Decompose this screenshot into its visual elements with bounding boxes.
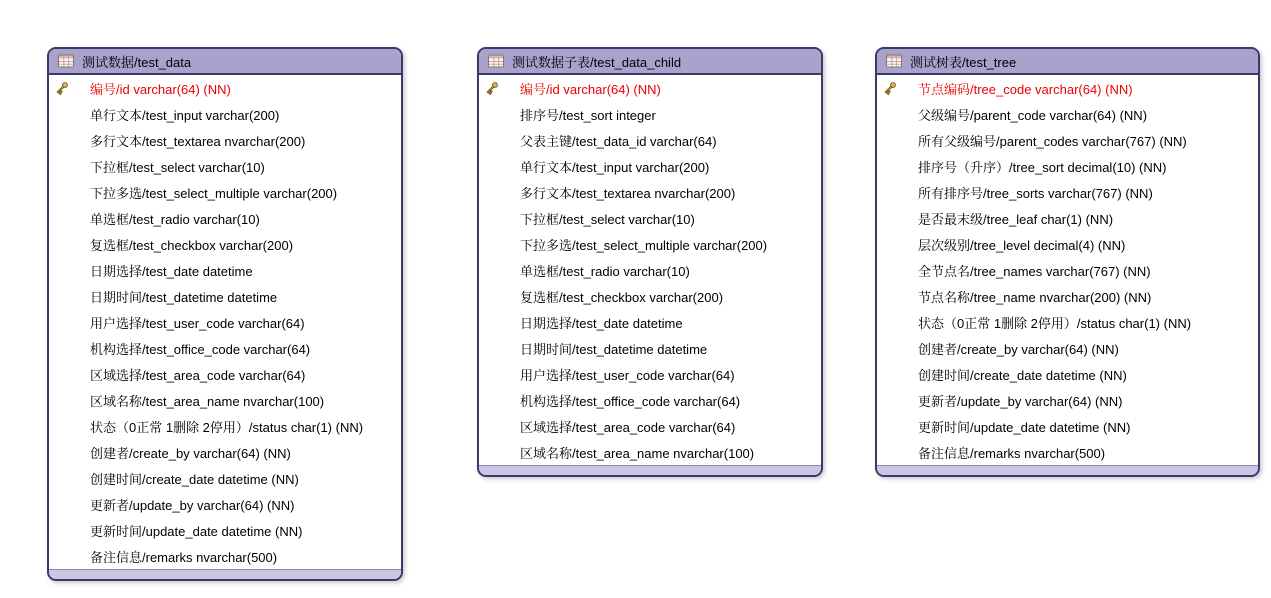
field-text: 区域选择/test_area_code varchar(64) <box>520 419 736 435</box>
field-text: 备注信息/remarks nvarchar(500) <box>90 549 278 565</box>
field-row[interactable] <box>877 153 1258 179</box>
key-icon <box>53 80 90 97</box>
key-icon <box>881 80 918 97</box>
field-row[interactable] <box>877 127 1258 153</box>
field-row[interactable] <box>479 335 821 361</box>
field-row[interactable] <box>479 283 821 309</box>
field-text: 更新时间/update_date datetime (NN) <box>90 523 303 539</box>
field-row[interactable] <box>49 309 401 335</box>
field-row[interactable] <box>49 283 401 309</box>
field-text: 创建者/create_by varchar(64) (NN) <box>918 341 1119 357</box>
table-fields <box>49 75 401 569</box>
field-row[interactable] <box>877 439 1258 465</box>
field-row[interactable] <box>877 413 1258 439</box>
key-icon <box>483 80 520 97</box>
table-icon <box>488 54 504 68</box>
field-text: 全节点名/tree_names varchar(767) (NN) <box>918 263 1151 279</box>
field-row[interactable] <box>49 153 401 179</box>
field-text: 层次级别/tree_level decimal(4) (NN) <box>918 237 1126 253</box>
field-row[interactable] <box>479 309 821 335</box>
field-text: 状态（0正常 1删除 2停用）/status char(1) (NN) <box>918 315 1192 331</box>
field-row[interactable] <box>479 179 821 205</box>
field-text: 复选框/test_checkbox varchar(200) <box>520 289 724 305</box>
field-row[interactable] <box>49 205 401 231</box>
field-text: 更新时间/update_date datetime (NN) <box>918 419 1131 435</box>
table-title: 测试树表/test_tree <box>910 54 1017 70</box>
table-header[interactable] <box>877 49 1258 75</box>
field-text: 是否最末级/tree_leaf char(1) (NN) <box>918 211 1114 227</box>
field-row[interactable] <box>49 101 401 127</box>
field-text: 父表主键/test_data_id varchar(64) <box>520 133 717 149</box>
field-row[interactable] <box>877 101 1258 127</box>
field-row[interactable] <box>479 413 821 439</box>
field-text: 状态（0正常 1删除 2停用）/status char(1) (NN) <box>90 419 364 435</box>
field-text: 日期时间/test_datetime datetime <box>520 341 708 357</box>
field-row[interactable] <box>479 153 821 179</box>
field-row[interactable] <box>479 127 821 153</box>
field-row[interactable] <box>49 517 401 543</box>
field-row[interactable] <box>877 231 1258 257</box>
field-row[interactable] <box>877 335 1258 361</box>
field-row-primary-key[interactable] <box>479 75 821 101</box>
field-row[interactable] <box>479 101 821 127</box>
field-row[interactable] <box>479 205 821 231</box>
field-text: 单行文本/test_input varchar(200) <box>90 107 280 123</box>
table-fields <box>479 75 821 465</box>
field-text: 多行文本/test_textarea nvarchar(200) <box>90 133 306 149</box>
field-text: 所有排序号/tree_sorts varchar(767) (NN) <box>918 185 1153 201</box>
field-text: 日期时间/test_datetime datetime <box>90 289 278 305</box>
table-icon <box>58 54 74 68</box>
table-footer <box>479 465 821 475</box>
field-row[interactable] <box>49 543 401 569</box>
field-row[interactable] <box>49 179 401 205</box>
field-row[interactable] <box>479 387 821 413</box>
field-text: 下拉多选/test_select_multiple varchar(200) <box>90 185 338 201</box>
table-footer <box>49 569 401 579</box>
table-title: 测试数据子表/test_data_child <box>512 54 682 70</box>
field-text: 创建者/create_by varchar(64) (NN) <box>90 445 291 461</box>
field-row[interactable] <box>49 335 401 361</box>
field-row[interactable] <box>877 361 1258 387</box>
field-text: 用户选择/test_user_code varchar(64) <box>90 315 305 331</box>
field-row[interactable] <box>479 439 821 465</box>
field-text: 备注信息/remarks nvarchar(500) <box>918 445 1106 461</box>
field-text: 父级编号/parent_code varchar(64) (NN) <box>918 107 1148 123</box>
field-row-primary-key[interactable] <box>49 75 401 101</box>
field-row[interactable] <box>877 309 1258 335</box>
table-icon <box>886 54 902 68</box>
field-text: 编号/id varchar(64) (NN) <box>520 81 661 97</box>
field-text: 单选框/test_radio varchar(10) <box>90 211 260 227</box>
field-text: 日期选择/test_date datetime <box>520 315 683 331</box>
field-row[interactable] <box>877 205 1258 231</box>
field-text: 下拉框/test_select varchar(10) <box>90 159 265 175</box>
table-header[interactable] <box>49 49 401 75</box>
table-title: 测试数据/test_data <box>82 54 192 70</box>
table-footer <box>877 465 1258 475</box>
field-text: 机构选择/test_office_code varchar(64) <box>90 341 311 357</box>
field-text: 排序号/test_sort integer <box>520 107 656 123</box>
field-text: 区域选择/test_area_code varchar(64) <box>90 367 306 383</box>
field-text: 复选框/test_checkbox varchar(200) <box>90 237 294 253</box>
table-fields <box>877 75 1258 465</box>
field-row[interactable] <box>49 491 401 517</box>
field-text: 多行文本/test_textarea nvarchar(200) <box>520 185 736 201</box>
field-row[interactable] <box>49 231 401 257</box>
field-text: 下拉框/test_select varchar(10) <box>520 211 695 227</box>
field-text: 更新者/update_by varchar(64) (NN) <box>918 393 1123 409</box>
field-text: 用户选择/test_user_code varchar(64) <box>520 367 735 383</box>
field-text: 单选框/test_radio varchar(10) <box>520 263 690 279</box>
field-text: 区域名称/test_area_name nvarchar(100) <box>520 445 755 461</box>
entity-table-test-data-child[interactable] <box>477 47 823 477</box>
field-row[interactable] <box>877 257 1258 283</box>
field-text: 区域名称/test_area_name nvarchar(100) <box>90 393 325 409</box>
field-text: 创建时间/create_date datetime (NN) <box>90 471 299 487</box>
field-row[interactable] <box>479 361 821 387</box>
field-row-primary-key[interactable] <box>877 75 1258 101</box>
field-row[interactable] <box>49 465 401 491</box>
field-row[interactable] <box>49 413 401 439</box>
field-text: 更新者/update_by varchar(64) (NN) <box>90 497 295 513</box>
field-text: 日期选择/test_date datetime <box>90 263 253 279</box>
field-text: 机构选择/test_office_code varchar(64) <box>520 393 741 409</box>
field-row[interactable] <box>479 257 821 283</box>
field-row[interactable] <box>49 439 401 465</box>
field-row[interactable] <box>49 387 401 413</box>
field-text: 下拉多选/test_select_multiple varchar(200) <box>520 237 768 253</box>
field-text: 节点编码/tree_code varchar(64) (NN) <box>918 81 1133 97</box>
field-row[interactable] <box>877 179 1258 205</box>
field-row[interactable] <box>49 257 401 283</box>
field-row[interactable] <box>877 387 1258 413</box>
field-row[interactable] <box>49 361 401 387</box>
entity-table-test-data[interactable] <box>47 47 403 581</box>
field-text: 编号/id varchar(64) (NN) <box>90 81 231 97</box>
field-text: 排序号（升序）/tree_sort decimal(10) (NN) <box>918 159 1167 175</box>
field-text: 创建时间/create_date datetime (NN) <box>918 367 1127 383</box>
field-row[interactable] <box>877 283 1258 309</box>
field-text: 节点名称/tree_name nvarchar(200) (NN) <box>918 289 1152 305</box>
field-text: 单行文本/test_input varchar(200) <box>520 159 710 175</box>
table-header[interactable] <box>479 49 821 75</box>
field-text: 所有父级编号/parent_codes varchar(767) (NN) <box>918 133 1187 149</box>
field-row[interactable] <box>49 127 401 153</box>
entity-table-test-tree[interactable] <box>875 47 1260 477</box>
field-row[interactable] <box>479 231 821 257</box>
